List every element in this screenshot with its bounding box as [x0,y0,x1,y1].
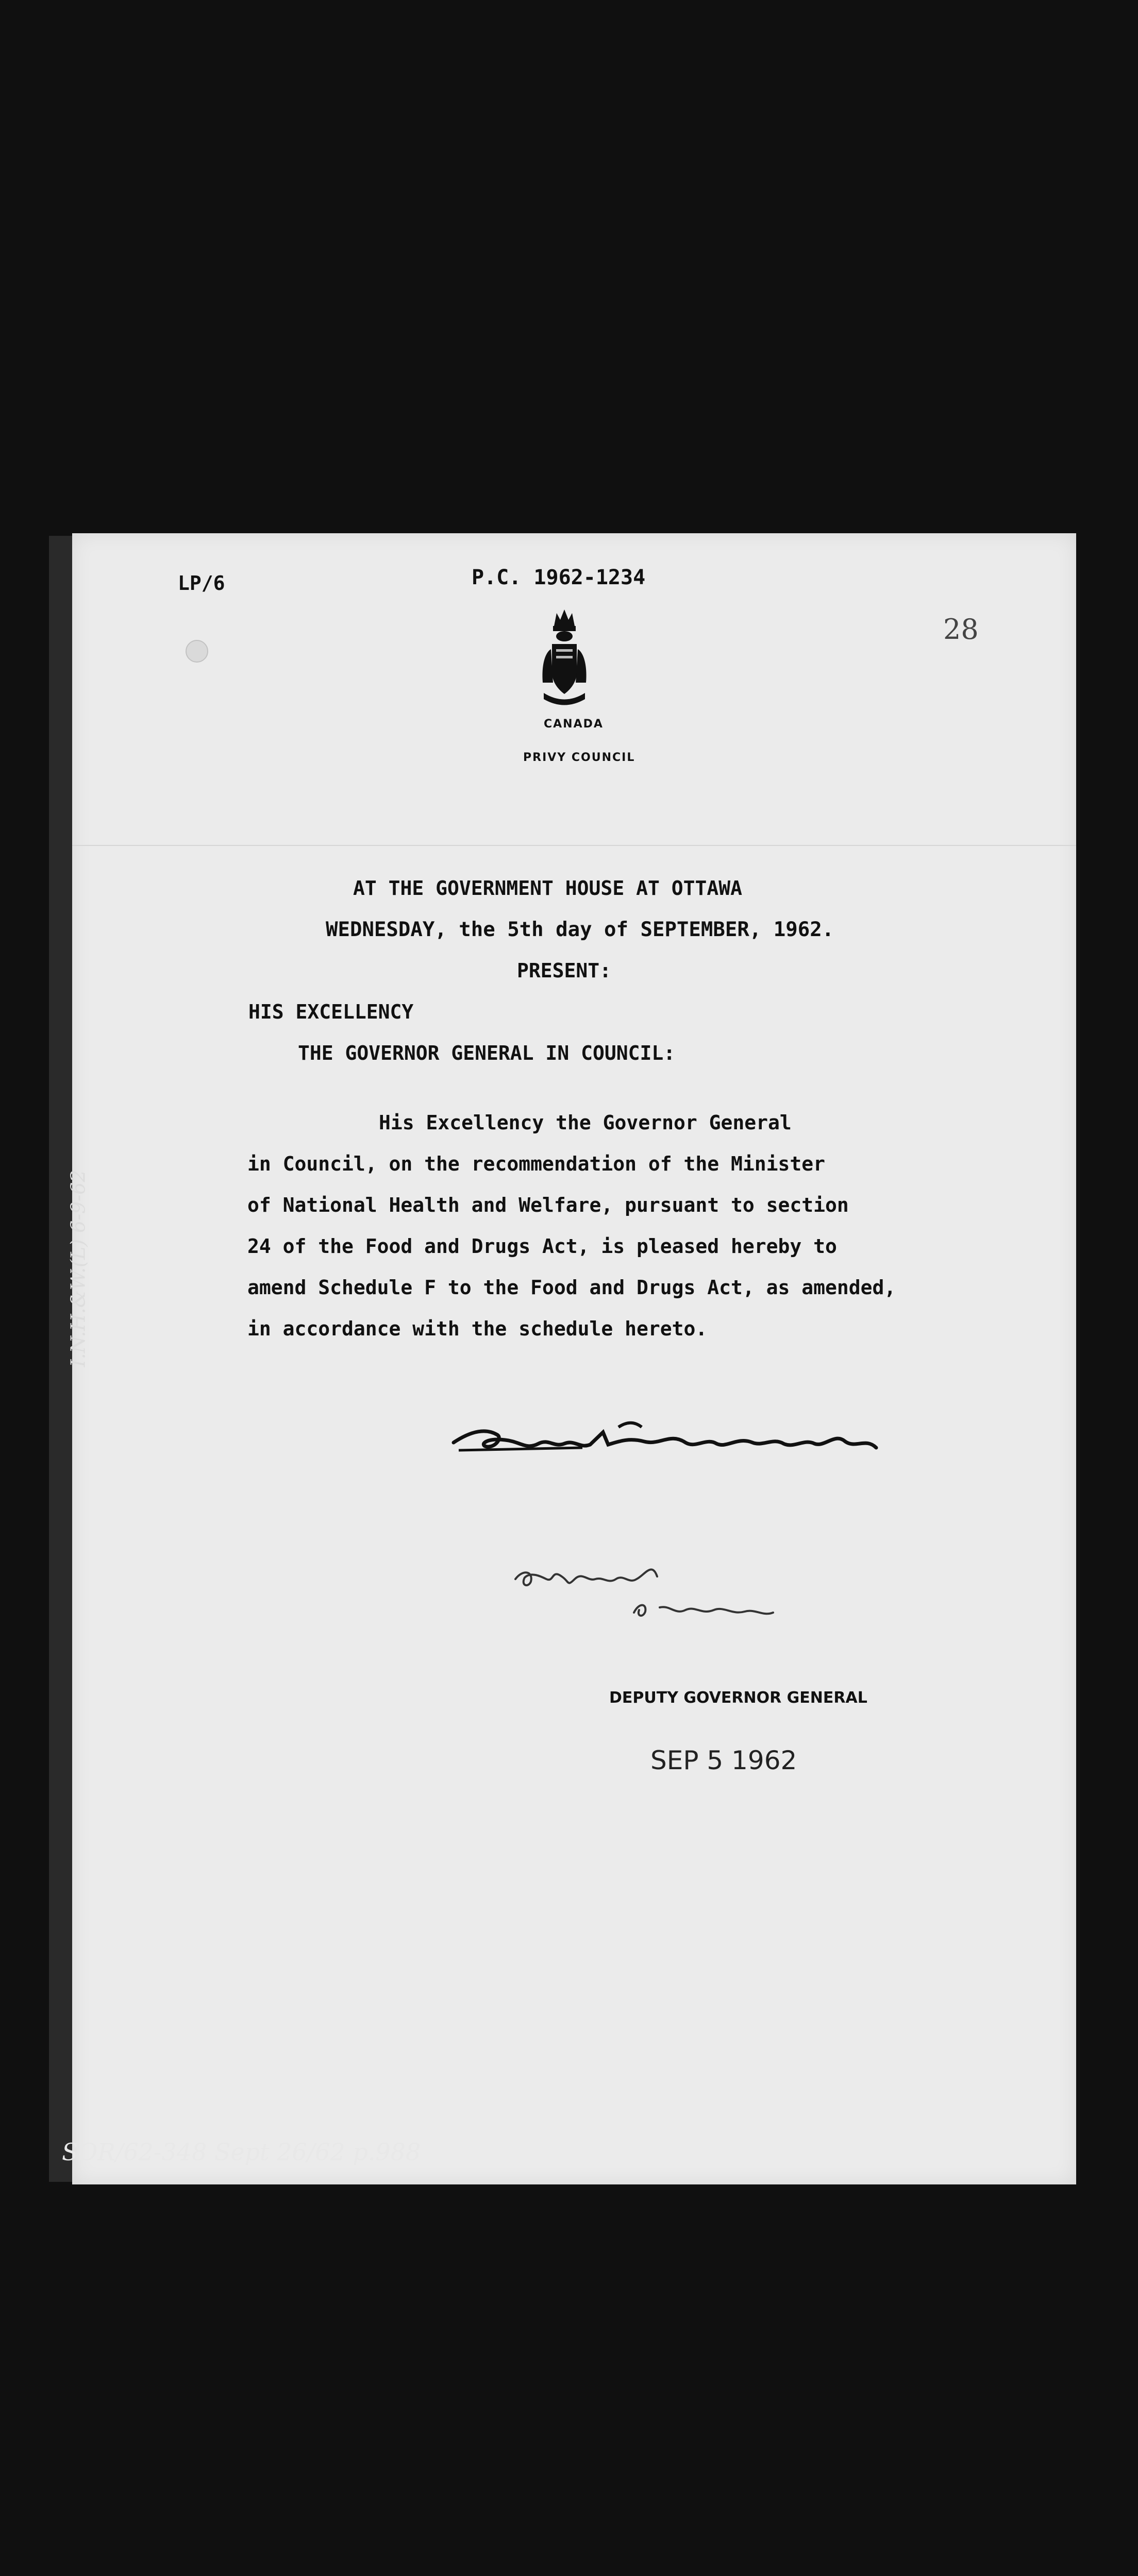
footer-note: SOR/62-348 Sept 26/62 p.988 [62,2138,421,2166]
approval-handwritten [510,1556,830,1633]
body-line-5: amend Schedule F to the Food and Drugs Act, as amended, [247,1276,896,1299]
document-page [72,533,1076,2184]
punch-hole [186,640,208,663]
body-line-2: in Council, on the recommendation of the Minister [247,1153,826,1175]
body-line-4: 24 of the Food and Drugs Act, is pleased hereby to [247,1235,837,1258]
crest-country: CANADA [544,718,604,731]
approval-stamp-date: SEP 5 1962 [650,1745,797,1775]
deputy-governor-general-title: DEPUTY GOVERNOR GENERAL [609,1689,867,1707]
present-label: PRESENT: [517,959,612,982]
margin-note: I.N.H.&W.(L) 6-9-62 [66,1170,90,1367]
governor-general-in-council: THE GOVERNOR GENERAL IN COUNCIL: [298,1042,676,1064]
pc-number: P.C. 1962-1234 [472,566,646,589]
body-line-6: in accordance with the schedule hereto. [247,1317,708,1340]
his-excellency: HIS EXCELLENCY [248,1001,414,1023]
page-number: 28 [943,613,979,646]
coat-of-arms-icon [539,605,590,708]
body-line-3: of National Health and Welfare, pursuant to section [247,1194,849,1216]
signature-handwritten [448,1412,881,1468]
date-line: WEDNESDAY, the 5th day of SEPTEMBER, 1962. [326,918,834,941]
fold-line [72,845,1076,846]
file-code: LP/6 [178,572,225,595]
crest-body: PRIVY COUNCIL [523,751,635,764]
location-line: AT THE GOVERNMENT HOUSE AT OTTAWA [353,877,742,900]
body-line-1: His Excellency the Governor General [379,1111,792,1134]
